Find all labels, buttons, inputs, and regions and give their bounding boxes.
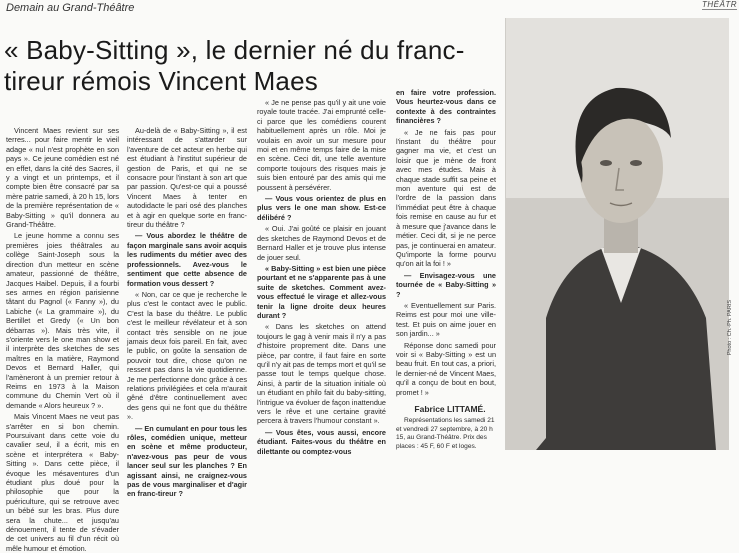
performance-info: Représentations les samedi 21 et vendredi 27 septembre, à 20 h 15, au Grand-Théâtre. Prix des places : 45 F, 60 F et loges. xyxy=(396,417,495,450)
interview-question: — Vous abordez le théâtre de façon marginale sans avoir acquis les rudiments du métier avec des professionnels. Avez-vous le sentiment que cette absence de formation vous dessert ? xyxy=(127,231,247,288)
interview-question: — Vous êtes, vous aussi, encore étudiant. Faites-vous du théâtre en dilettante ou comptez-vous xyxy=(257,427,386,456)
kicker: Demain au Grand-Théâtre xyxy=(6,2,135,14)
interview-question: — En cumulant en pour tous les rôles, comédien unique, metteur en scène et même producteur, n'avez-vous pas peur de vous lancer seul sur les planches ? En agissant ainsi, ne craignez-vous pas de vous marginaliser et d'agir en franc-tireur ? xyxy=(127,423,247,499)
paragraph: Mais Vincent Maes ne veut pas s'arrêter en si bon chemin. Poursuivant dans cette voie du cavalier seul, il a écrit, mis en scène et interprétera « Baby-Sitting ». Dans cette pièce, il évoque les mésaventures d'un étudiant plus doué pour la philosophie que pour la puériculture, qui se retrouve avec un bébé sur les bras. Plus dure sera la chute... et jusqu'au dénouement, il tente de s'évader de cet univers au fil d'un récit où mêle humour et émotion. xyxy=(6,412,119,553)
paragraph: « Oui. J'ai goûté ce plaisir en jouant des sketches de Raymond Devos et de Bernard Haller et je trouve plus intense de jouer seul. xyxy=(257,224,386,262)
paragraph: Au-delà de « Baby-Sitting », il est intéressant de s'attarder sur l'aventure de cet acteur en herbe qui est étudiant à l'institut supérieur de gestion de Paris, et qui ne se consacre pour l'instant à son art que par passion. Qu'est-ce qui a poussé Vincent Maes à tenter en autodidacte le pari osé des planches et à agir en quelque sorte en franc-tireur du théâtre ? xyxy=(127,126,247,230)
paragraph: Vincent Maes revient sur ses terres... pour faire mentir le vieil adage « nul n'est prophète en son pays ». Ce jeune comédien est né en effet, dans la cité des Sacres, il y a vingt et un printemps, et il compte bien être consacré par sa mère patrie samedi, à 20 h 15, lors de la première représentation de « Baby-Sitting » qu'il donnera au Grand-Théâtre. xyxy=(6,126,119,230)
photo-credit: Photo : Ch.-Ph. PARIS xyxy=(727,300,733,356)
interview-question: « Baby-Sitting » est bien une pièce pourtant et ne s'apparente pas à une suite de sketches. Comment avez-vous effectué le virage et allez-vous tenir la ligne droite deux heures durant ? xyxy=(257,263,386,320)
paragraph: « Non, car ce que je recherche le plus c'est le contact avec le public. C'est la base du théâtre. Le public c'est le meilleur révélateur et à son contact très sensible on ne joue jamais deux fois pareil. En fait, avec le public, on goûte la sensation de pouvoir tout dire, chose qu'on ne ressent pas dans la vie quotidienne. Je me perfectionne donc grâce à ces relations privilégiées et cela m'aurait gêné d'être continuellement avec des gens qui ne font que du théâtre ». xyxy=(127,289,247,422)
headline: « Baby-Sitting », le dernier né du franc-tireur rémois Vincent Maes xyxy=(4,35,465,97)
paragraph: « Dans les sketches on attend toujours le gag à venir mais il n'y a pas d'histoire proprement dite. Dans une pièce, par contre, il faut faire en sorte qu'il n'y ait pas de temps mort et qu'il se passe tout le temps quelque chose. Ainsi, à partir de la situation initiale où un étudiant en philo fait du baby-sitting, l'intrigue va évoluer de façon inattendue vers le rêve et une certaine gravité percera à travers l'humour constant ». xyxy=(257,322,386,426)
paragraph: Réponse donc samedi pour voir si « Baby-Sitting » est un beau fruit. En tout cas, a priori, le dernier-né de Vincent Maes, qu'il a conçu de bout en bout, promet ! » xyxy=(396,340,496,397)
article-column-1 xyxy=(6,126,119,553)
author-signature: Fabrice LITTAMÉ. xyxy=(414,404,486,414)
paragraph: « Je ne fais pas pour l'instant du théâtre pour gagner ma vie, et c'est un loisir que je mène de front avec mes études. Mais à chaque stade suffit sa peine et mon aventure qui est de l'ordre de la passion dans l'immédiat peut être à chaque fois remise en cause au fur et à mesure que j'avance dans le métier. Ceci dit, si je ne perce pas, je continuerai en amateur. Qu'importe la forme pourvu qu'on ait la foi ! » xyxy=(396,127,496,269)
paragraph: « Eventuellement sur Paris. Reims est pour moi une ville-test. Et puis on aime jouer en son jardin... » xyxy=(396,300,496,339)
paragraph: Le jeune homme a connu ses premières joies théâtrales au collège Saint-Joseph sous la direction d'un metteur en scène amateur, passionné de théâtre, Jacques Haibel. Depuis, il a fourbi ses armes en région parisienne tâtant du Pagnol (« Fanny »), du Labiche (« La grammaire »), du Bertillet et Gredy (« Un bon débarras »). Mais très vite, il s'oriente vers le one man show et il interprète des sketches de ses maîtres en la matière, Raymond Devos et Bernard Haller, qui l'amèneront à un premier retour à Reims en 1973 à la Maison commune du Chemin Vert où il demande « Alors heureux ? ». xyxy=(6,231,119,410)
article-column-4 xyxy=(396,88,496,461)
article-column-3 xyxy=(257,98,386,461)
section-tag: THÉÂTR xyxy=(702,0,737,9)
article-column-2 xyxy=(127,126,247,499)
paragraph: « Je ne pense pas qu'il y ait une voie royale toute tracée. J'ai emprunté celle-ci parce que les comédiens courent habituellement après un rôle. Moi je voulais en avoir un sur mesure pour moi et en même temps faire de la mise en scène. Ceci dit, une telle aventure comporte toujours des risques mais je suis bien entouré par des amis qui me poussent à persévérer. xyxy=(257,98,386,192)
interview-question: — Vous vous orientez de plus en plus vers le one man show. Est-ce délibéré ? xyxy=(257,194,386,222)
portrait-illustration xyxy=(506,18,729,450)
interview-question: — Envisagez-vous une tournée de « Baby-Sitting » ? xyxy=(396,270,496,299)
portrait-photo xyxy=(505,18,729,450)
interview-question: en faire votre profession. Vous heurtez-vous dans ce contexte à des contraintes financières ? xyxy=(396,88,496,126)
